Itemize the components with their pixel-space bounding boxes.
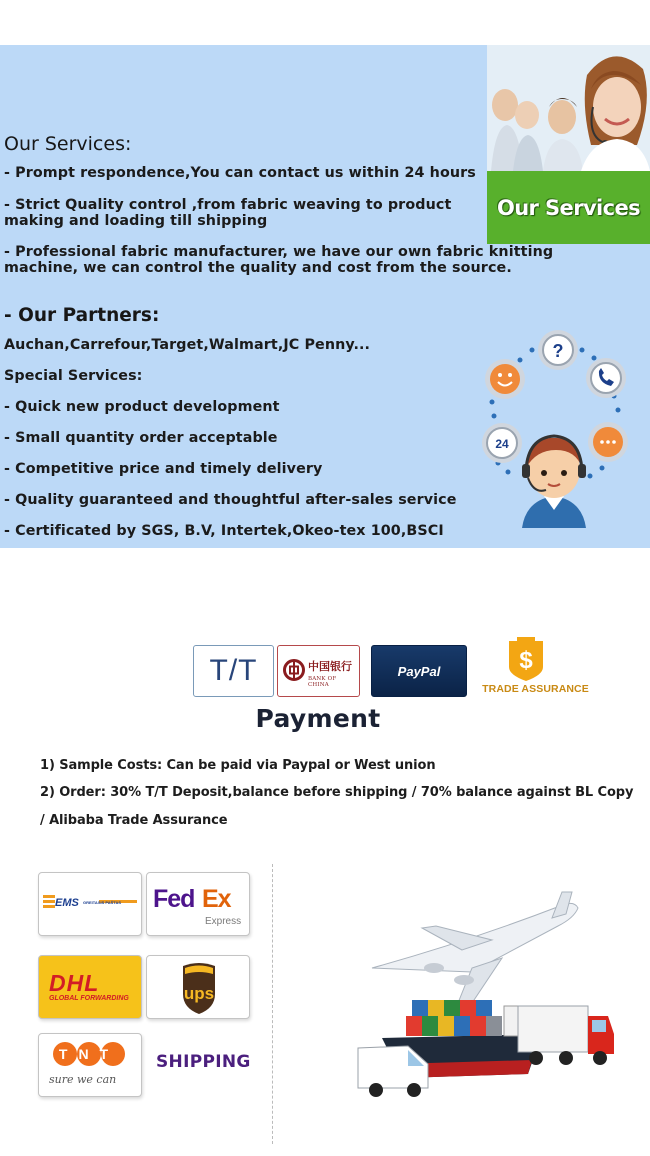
bank-of-china-cn-text: 中国银行 <box>308 660 352 673</box>
fedex-fed-text: Fed <box>153 885 195 913</box>
service-item: - Prompt respondence,You can contact us within 24 hours <box>4 165 476 181</box>
bank-of-china-en-text: BANK OF CHINA <box>308 676 337 688</box>
tnt-subtext: sure we can <box>49 1073 117 1086</box>
dhl-text: DHL <box>49 970 100 996</box>
customer-service-photo <box>487 45 650 171</box>
customer-service-team-image <box>487 45 650 171</box>
payment-title: Payment <box>255 704 381 733</box>
phone-icon <box>586 358 626 398</box>
ems-text: EMS <box>55 897 79 909</box>
ups-shield-icon <box>147 956 250 1019</box>
shipping-label: SHIPPING <box>156 1052 251 1072</box>
svg-text:$: $ <box>519 647 533 674</box>
payment-logos <box>190 643 600 701</box>
trade-assurance-logo <box>473 637 598 699</box>
ups-text: ups <box>183 984 215 1003</box>
airplane-icon <box>372 892 578 1008</box>
dhl-subtext: GLOBAL FORWARDING <box>49 995 129 1002</box>
ups-logo <box>146 955 250 1019</box>
special-services-heading: Special Services: <box>4 368 143 384</box>
ems-logo <box>38 872 142 936</box>
special-service-item: - Small quantity order acceptable <box>4 430 278 446</box>
service-item: - Professional fabric manufacturer, we have our own fabric knitting machine, we can control the quality and cost from the source. <box>4 244 554 276</box>
transport-illustration <box>352 888 622 1138</box>
special-service-item: - Quick new product development <box>4 399 280 415</box>
tnt-circles-icon <box>39 1034 142 1074</box>
question-icon <box>538 330 578 370</box>
divider <box>272 864 273 1144</box>
24-hours-icon <box>482 423 522 463</box>
trade-assurance-text: TRADE ASSURANCE <box>482 683 589 695</box>
bank-of-china-emblem-icon <box>283 659 305 681</box>
ems-subtext: GREITASIS PAŠTAS <box>83 900 122 905</box>
paypal-logo: PayPal <box>371 645 467 697</box>
payment-line: / Alibaba Trade Assurance <box>40 813 228 828</box>
partners-heading: - Our Partners: <box>4 305 160 326</box>
payment-line: 1) Sample Costs: Can be paid via Paypal or West union <box>40 758 436 773</box>
shipping-section <box>0 860 650 1156</box>
special-service-item: - Quality guaranteed and thoughtful after-sales service <box>4 492 457 508</box>
operator-avatar <box>522 436 586 528</box>
fedex-logo <box>146 872 250 936</box>
chat-icon <box>588 422 628 462</box>
fedex-ex-text: Ex <box>202 885 231 913</box>
dhl-logo <box>38 955 142 1019</box>
svg-text:?: ? <box>552 341 564 361</box>
fedex-express-text: Express <box>205 916 242 927</box>
smile-icon <box>485 359 525 399</box>
special-service-item: - Competitive price and timely delivery <box>4 461 323 477</box>
payment-line: 2) Order: 30% T/T Deposit,balance before shipping / 70% balance against BL Copy <box>40 785 634 800</box>
service-item: - Strict Quality control ,from fabric weaving to product making and loading till shipping <box>4 197 452 229</box>
partners-list: Auchan,Carrefour,Target,Walmart,JC Penny... <box>4 337 371 353</box>
truck-icon <box>518 1006 614 1065</box>
bank-of-china-logo <box>277 645 360 697</box>
special-service-item: - Certificated by SGS, B.V, Intertek,Okeo-tex 100,BSCI <box>4 523 444 539</box>
customer-support-graphic <box>478 328 630 528</box>
trade-assurance-shield-icon <box>503 637 549 681</box>
tnt-logo <box>38 1033 142 1097</box>
svg-text:24: 24 <box>495 437 509 451</box>
our-services-banner: Our Services <box>487 171 650 244</box>
tt-logo: T/T <box>193 645 274 697</box>
services-heading: Our Services: <box>4 133 132 155</box>
tnt-text: TNT <box>58 1046 120 1062</box>
